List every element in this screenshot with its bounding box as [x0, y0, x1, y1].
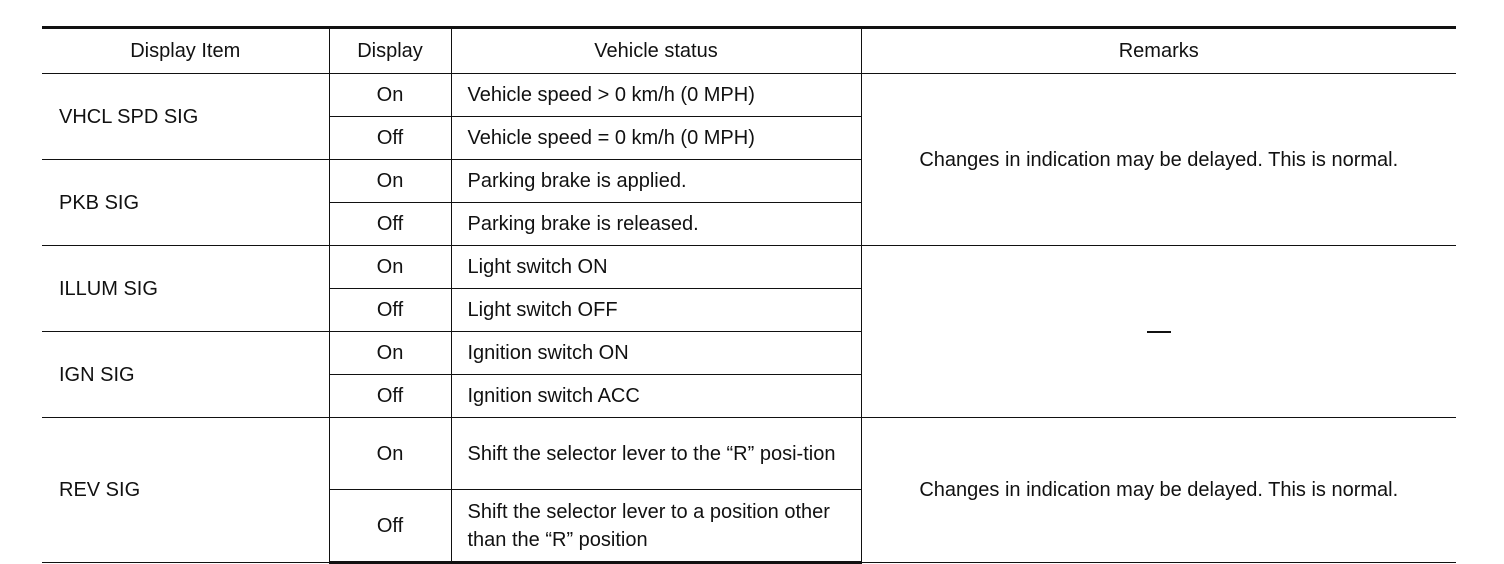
display-value-on: On [329, 74, 451, 117]
vehicle-status-wrapped-text: Shift the selector lever to the “R” posi-tion [467, 442, 836, 465]
vehicle-status-wrapped-text: Shift the selector lever to a position other than the “R” position [467, 500, 830, 551]
vehicle-status-text: Vehicle speed = 0 km/h (0 MPH) [451, 117, 861, 160]
table-header-row [42, 28, 1456, 74]
remarks-group-3: Changes in indication may be delayed. This is normal. [861, 418, 1456, 563]
display-item-vhcl-spd-sig: VHCL SPD SIG [42, 74, 329, 160]
display-item-illum-sig: ILLUM SIG [42, 246, 329, 332]
vehicle-status-text: Ignition switch ON [451, 332, 861, 375]
display-item-pkb-sig: PKB SIG [42, 160, 329, 246]
vehicle-status-text: Parking brake is applied. [451, 160, 861, 203]
display-value-on: On [329, 418, 451, 490]
table-row [42, 246, 1456, 289]
remarks-group-2 [861, 246, 1456, 418]
em-dash-mark [1147, 331, 1171, 333]
display-value-on: On [329, 160, 451, 203]
display-value-off: Off [329, 203, 451, 246]
vehicle-status-text: Ignition switch ACC [451, 375, 861, 418]
header-display: Display [329, 28, 451, 74]
vehicle-status-text: Parking brake is released. [451, 203, 861, 246]
vehicle-status-text: Light switch ON [451, 246, 861, 289]
table-row [42, 418, 1456, 490]
remarks-group-1: Changes in indication may be delayed. This is normal. [861, 74, 1456, 246]
display-value-off: Off [329, 375, 451, 418]
display-value-off: Off [329, 289, 451, 332]
header-display-item: Display Item [42, 28, 329, 74]
vehicle-status-text [451, 490, 861, 563]
table-row [42, 74, 1456, 117]
vehicle-status-text: Light switch OFF [451, 289, 861, 332]
display-item-ign-sig: IGN SIG [42, 332, 329, 418]
vehicle-status-text: Vehicle speed > 0 km/h (0 MPH) [451, 74, 861, 117]
data-monitor-table [42, 26, 1456, 564]
display-value-off: Off [329, 490, 451, 563]
display-value-off: Off [329, 117, 451, 160]
vehicle-status-text [451, 418, 861, 490]
spec-table-container [42, 26, 1456, 564]
display-value-on: On [329, 246, 451, 289]
display-item-rev-sig: REV SIG [42, 418, 329, 563]
display-value-on: On [329, 332, 451, 375]
header-remarks: Remarks [861, 28, 1456, 74]
header-vehicle-status: Vehicle status [451, 28, 861, 74]
